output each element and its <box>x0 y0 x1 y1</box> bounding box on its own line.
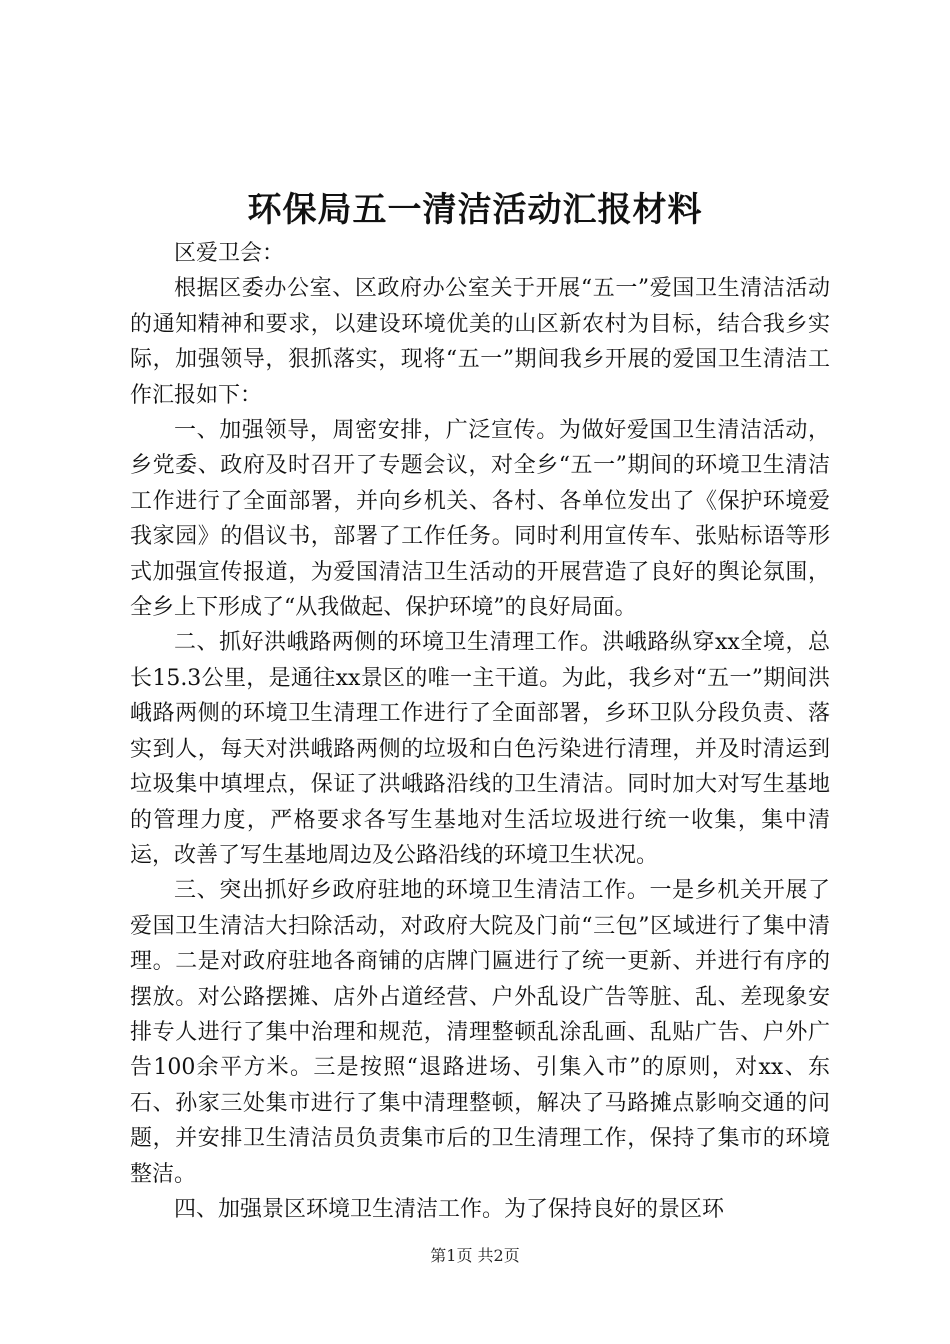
paragraph-section-1: 一、加强领导，周密安排，广泛宣传。为做好爱国卫生清洁活动，乡党委、政府及时召开了专题会议，对全乡“五一”期间的环境卫生清洁工作进行了全面部署，并向乡机关、各村、各单位发出了《保护环境爱我家园》的倡议书，部署了工作任务。同时利用宣传车、张贴标语等形式加强宣传报道，为爱国清洁卫生活动的开展营造了良好的舆论氛围，全乡上下形成了“从我做起、保护环境”的良好局面。 <box>130 418 830 621</box>
paragraph-intro: 根据区委办公室、区政府办公室关于开展“五一”爱国卫生清洁活动的通知精神和要求，以建设环境优美的山区新农村为目标，结合我乡实际，加强领导，狠抓落实，现将“五一”期间我乡开展的爱国卫生清洁工作汇报如下： <box>130 276 830 408</box>
paragraph-section-3: 三、突出抓好乡政府驻地的环境卫生清洁工作。一是乡机关开展了爱国卫生清洁大扫除活动，对政府大院及门前“三包”区域进行了集中清理。二是对政府驻地各商铺的店牌门匾进行了统一更新、并进行有序的摆放。对公路摆摊、店外占道经营、户外乱设广告等脏、乱、差现象安排专人进行了集中治理和规范，清理整顿乱涂乱画、乱贴广告、户外广告100余平方米。三是按照“退路进场、引集入市”的原则，对xx、东石、孙家三处集市进行了集中清理整顿，解决了马路摊点影响交通的问题，并安排卫生清洁员负责集市后的卫生清理工作，保持了集市的环境整洁。 <box>130 878 830 1187</box>
page-number-footer: 第1页 共2页 <box>430 1246 520 1265</box>
salutation: 区爱卫会： <box>174 241 285 266</box>
document-body <box>130 236 830 1227</box>
document-title: 环保局五一清洁活动汇报材料 <box>247 190 703 230</box>
paragraph-section-4: 四、加强景区环境卫生清洁工作。为了保持良好的景区环 <box>174 1196 725 1222</box>
paragraph-section-2: 二、抓好洪峨路两侧的环境卫生清理工作。洪峨路纵穿xx全境，总长15.3公里，是通往xx景区的唯一主干道。为此，我乡对“五一”期间洪峨路两侧的环境卫生清理工作进行了全面部署，乡环卫队分段负责、落实到人，每天对洪峨路两侧的垃圾和白色污染进行清理，并及时清运到垃圾集中填埋点，保证了洪峨路沿线的卫生清洁。同时加大对写生基地的管理力度，严格要求各写生基地对生活垃圾进行统一收集，集中清运，改善了写生基地周边及公路沿线的环境卫生状况。 <box>130 630 830 868</box>
